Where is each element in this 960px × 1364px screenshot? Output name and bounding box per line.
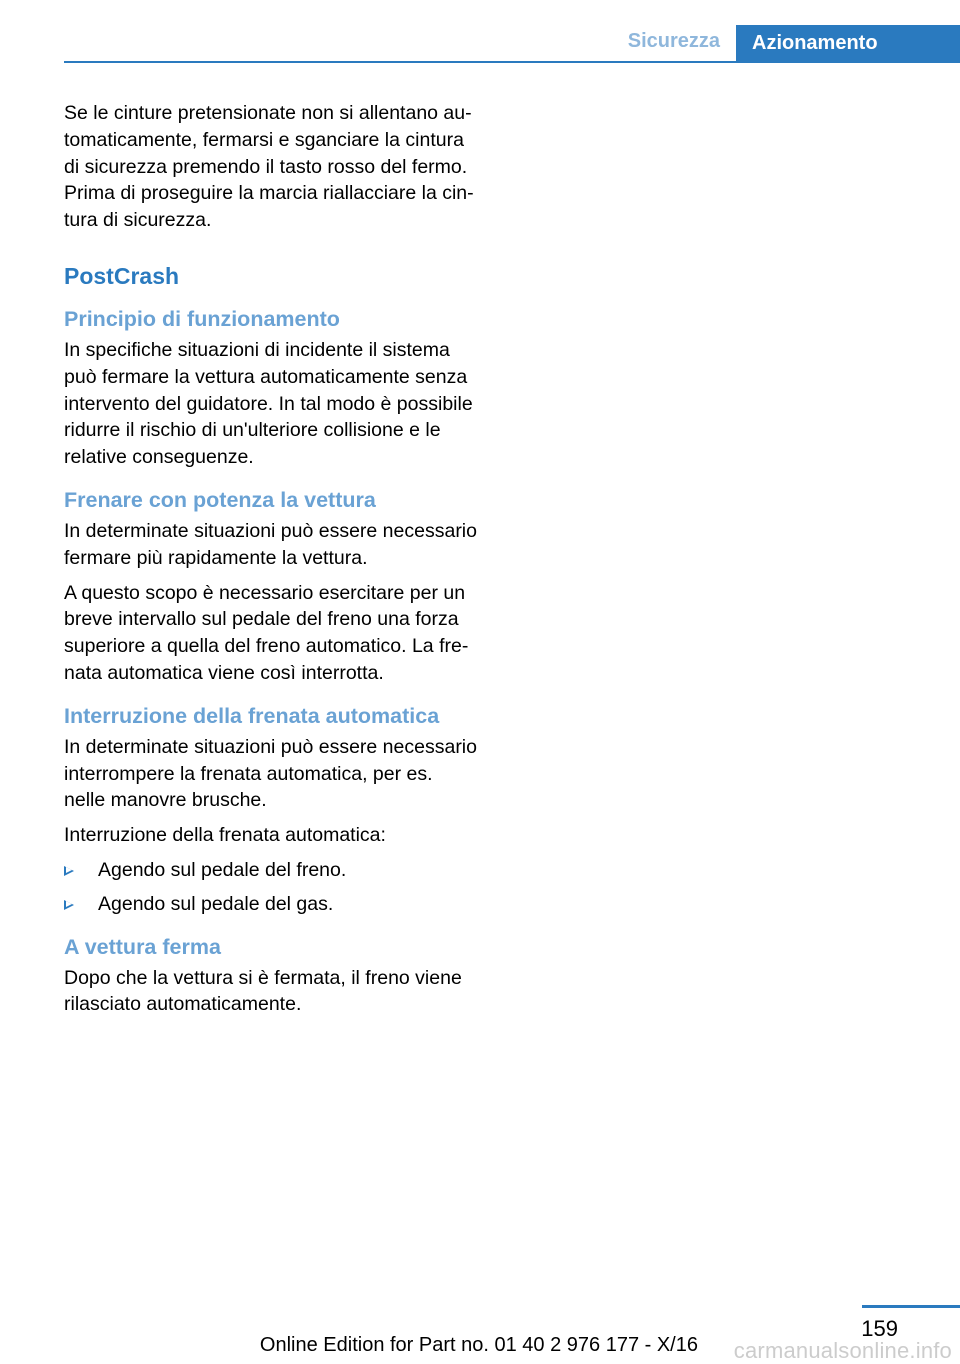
paragraph-principio: In specifiche situazioni di incidente il sistema può fermare la vettura automaticamente senza intervento del guidatore. In tal modo è possibile ridurre il rischio di un'ulteriore collisione e le relative conseguenze. xyxy=(64,338,473,469)
heading-principio: Principio di funzionamento xyxy=(64,306,340,331)
page-number: 159 xyxy=(861,1316,898,1341)
list-item-text: Agendo sul pedale del freno. xyxy=(98,858,347,881)
paragraph-frenare-1: In determinate situazioni può essere necessario fermare più rapidamente la vettura. xyxy=(64,519,477,569)
section-title-postcrash: PostCrash xyxy=(64,262,180,289)
list-item xyxy=(64,857,478,884)
heading-frenare: Frenare con potenza la vettura xyxy=(64,487,376,512)
list-item-text: Agendo sul pedale del gas. xyxy=(98,892,334,915)
list-item xyxy=(64,891,478,918)
page-content xyxy=(64,100,478,1026)
footer-rule xyxy=(862,1305,960,1308)
intro-paragraph: Se le cinture pretensionate non si allentano automaticamente, fermarsi e sganciare la cintura di sicurezza premendo il tasto rosso del fermo. Prima di proseguire la marcia riallacciare la cintura di sicurezza. xyxy=(64,102,474,232)
edition-text: Online Edition for Part no. 01 40 2 976 177 - X/16 xyxy=(259,1334,698,1356)
tab-sicurezza[interactable]: Sicurezza xyxy=(627,30,720,52)
watermark: carmanualsonline.info xyxy=(733,1338,952,1363)
tab-azionamento[interactable]: Azionamento xyxy=(736,25,960,63)
heading-interruzione: Interruzione della frenata automatica xyxy=(64,703,440,728)
header-nav xyxy=(0,25,960,62)
paragraph-interruzione-1: In determinate situazioni può essere necessario interrompere la frenata automatica, per es. nelle manovre brusche. xyxy=(64,735,477,812)
paragraph-interruzione-2: Interruzione della frenata automatica: xyxy=(64,824,386,847)
triangle-bullet-icon xyxy=(64,866,74,876)
bullet-list xyxy=(64,857,478,918)
paragraph-frenare-2: A questo scopo è necessario esercitare per un breve intervallo sul pedale del freno una forza superiore a quella del freno automatico. La frenata automatica viene così interrotta. xyxy=(64,581,469,684)
triangle-bullet-icon xyxy=(64,900,74,910)
paragraph-ferma: Dopo che la vettura si è fermata, il freno viene rilasciato automaticamente. xyxy=(64,966,462,1016)
heading-ferma: A vettura ferma xyxy=(64,934,221,959)
